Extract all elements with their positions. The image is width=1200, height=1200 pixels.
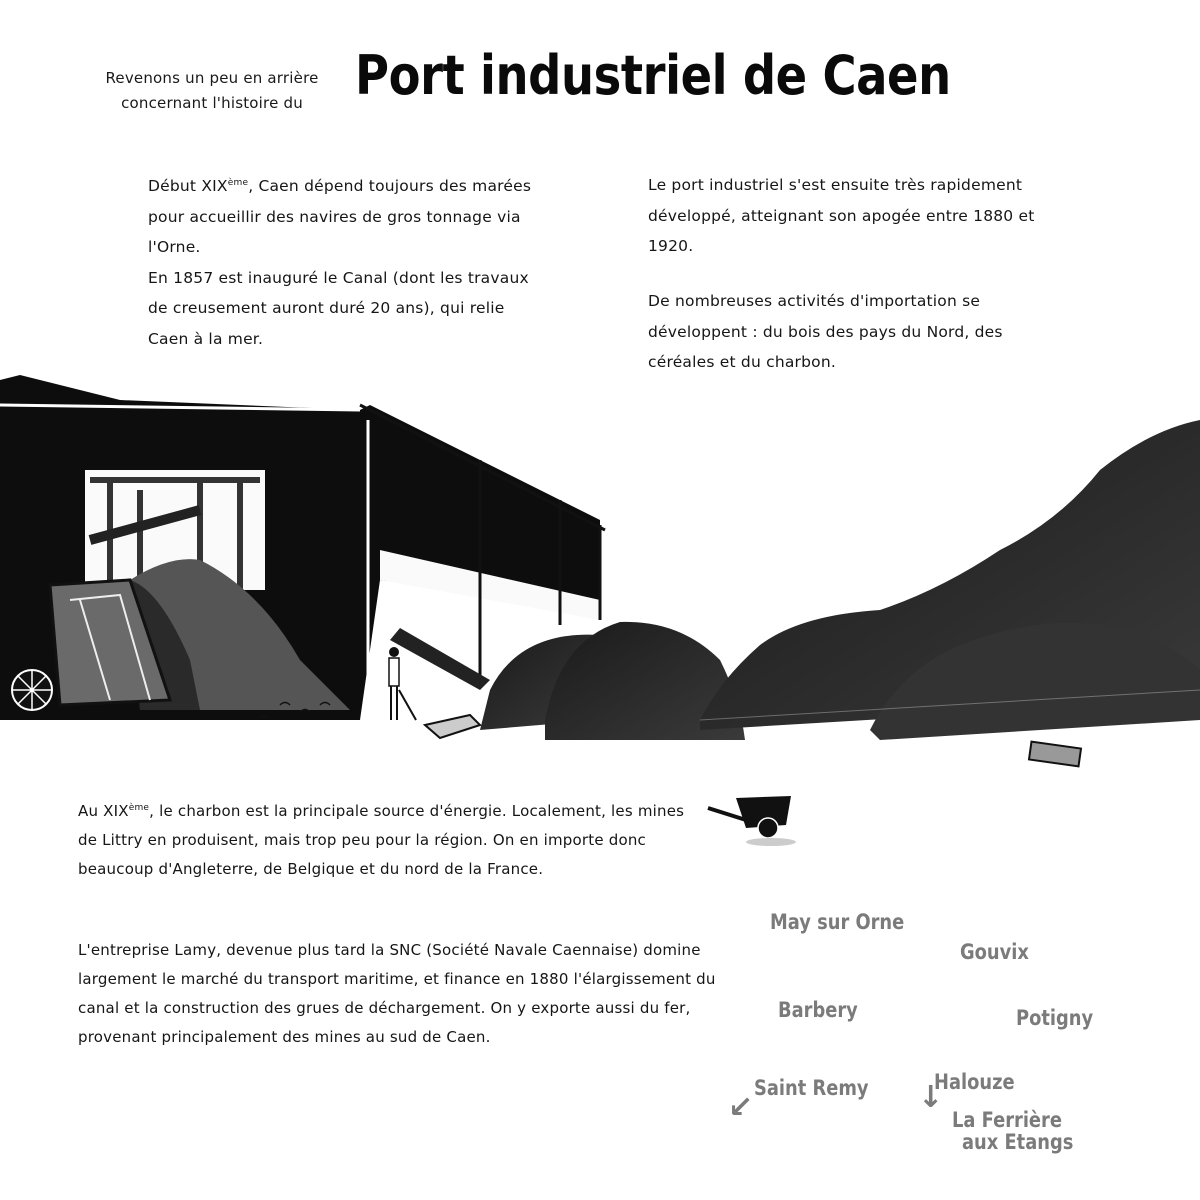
worker-icon <box>389 647 416 720</box>
paragraph-port-development: Le port industriel s'est ensuite très rapidement développé, atteignant son apogée entre 1880 et 1920. <box>648 176 1035 255</box>
p4-lead: Au XIX <box>78 802 129 820</box>
paragraph-early-19th <box>148 168 548 354</box>
header-intro <box>92 66 332 116</box>
paragraph-coal-energy <box>78 794 698 884</box>
place-label: May sur Orne <box>770 910 905 934</box>
place-label: Gouvix <box>960 940 1029 964</box>
coal-depot-illustration <box>0 360 1200 780</box>
place-label: Potigny <box>1016 1006 1094 1030</box>
p1-line2: En 1857 est inauguré le Canal (dont les travaux de creusement auront duré 20 ans), qui relie Caen à la mer. <box>148 268 529 348</box>
arrow-down-icon: ↓ <box>918 1080 944 1115</box>
p1-sup: ème <box>227 178 249 188</box>
paragraph-lamy-snc: L'entreprise Lamy, devenue plus tard la SNC (Société Navale Caennaise) domine largement le marché du transport maritime, et finance en 1880 l'élargissement du canal et la construction des grues de déchargement. On y exporte aussi du fer, provenant principalement des mines au sud de Caen. <box>78 941 716 1046</box>
p4-sup: ème <box>128 803 150 813</box>
intro-line-1: Revenons un peu en arrière <box>105 69 319 87</box>
place-label: aux Etangs <box>962 1130 1074 1154</box>
place-label: Saint Remy <box>754 1076 869 1100</box>
p4-rest: , le charbon est la principale source d'énergie. Localement, les mines de Littry en produisent, mais trop peu pour la région. On en importe donc beaucoup d'Angleterre, de Belgique et du nord de la France. <box>78 802 685 878</box>
intro-line-2: concernant l'histoire du <box>121 94 303 112</box>
place-label: Halouze <box>934 1070 1015 1094</box>
place-label: La Ferrière <box>952 1108 1062 1132</box>
p1-rest: , Caen dépend toujours des marées pour accueillir des navires de gros tonnage via l'Orne. <box>148 177 532 257</box>
page-title: Port industriel de Caen <box>355 44 951 107</box>
paragraph-imports: De nombreuses activités d'importation se développent : du bois des pays du Nord, des céréales et du charbon. <box>648 292 1003 371</box>
arrow-down-left-icon: ↙ <box>728 1090 754 1125</box>
p1-lead: Début XIX <box>148 177 228 196</box>
wheelbarrow-icon <box>706 790 806 850</box>
place-label: Barbery <box>778 998 858 1022</box>
